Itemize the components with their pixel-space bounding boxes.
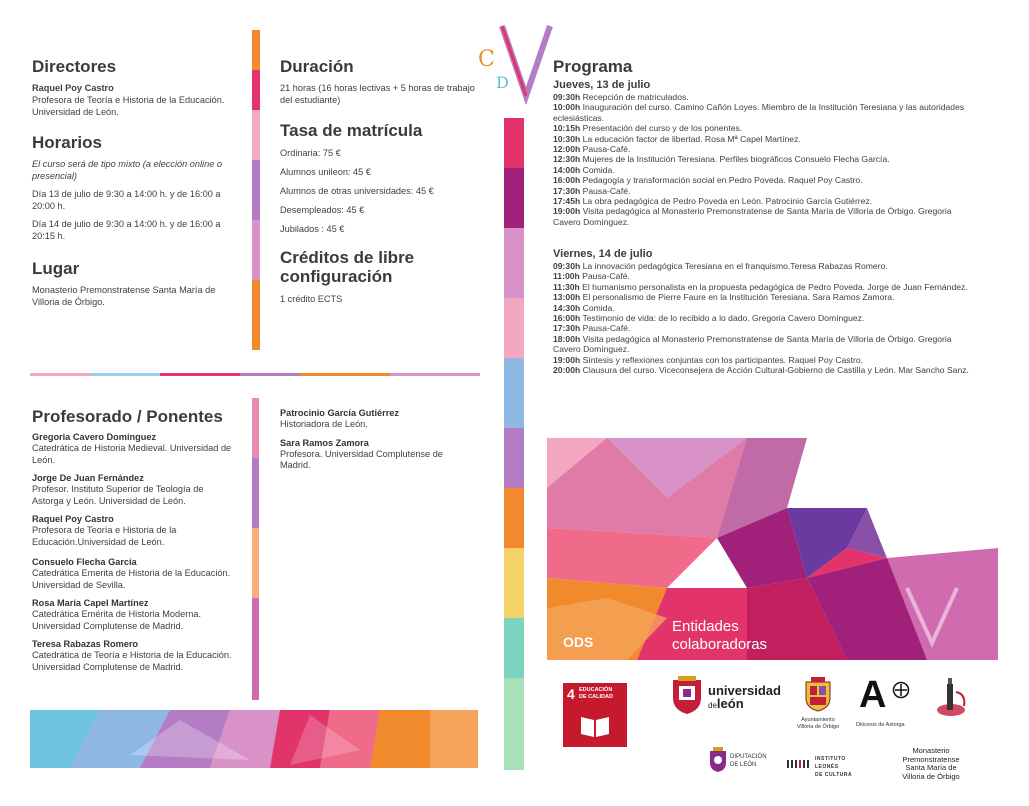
cdv-logo — [474, 22, 554, 104]
ponente-role: Profesora. Universidad Complutense de Madrid. — [280, 448, 443, 470]
day-title: Jueves, 13 de julio — [553, 79, 651, 91]
list-item: 10:00h Inauguración del curso. Camino Cañón Loyes. Miembro de la Institución Teresiana y las autoridades eclesiásticas. — [553, 102, 965, 123]
creditos-heading: Créditos de libre configuración — [280, 248, 415, 286]
ilc-line1: INSTITUTO — [815, 756, 846, 762]
directores-heading: Directores — [32, 57, 117, 76]
ponente-name: Patrocinio García Gutiérrez — [280, 408, 399, 418]
ponente-name: Jorge De Juan Fernández — [32, 473, 144, 483]
tasa-item: Ordinaria: 75 € — [280, 148, 341, 158]
list-item: 10:15h Presentación del curso y de los ponentes. — [553, 123, 743, 134]
tasa-item: Alumnos de otras universidades: 45 € — [280, 186, 434, 196]
list-item: 14:00h Comida. — [553, 164, 615, 175]
list-item — [32, 638, 232, 673]
list-item: 19:00h Visita pedagógica al Monasterio Premonstratense de Santa María de Villoria de Órbigo. Gregoria Cavero Domínguez. — [553, 206, 952, 227]
list-item: 12:00h Pausa-Café. — [553, 144, 631, 155]
list-item: 17:45h La obra pedagógica de Pedro Poveda en León. Patrocinio García Gutiérrez. — [553, 196, 873, 207]
horizontal-color-strip — [30, 368, 480, 376]
list-item: 20:00h Clausura del curso. Viceconsejera de Acción Cultural-Gobierno de Castilla y León. Mar Sancho Sanz. — [553, 365, 969, 376]
ponente-name: Rosa María Capel Martínez — [32, 598, 149, 608]
creditos-text: 1 crédito ECTS — [280, 294, 343, 304]
ponente-role: Profesor. Instituto Superior de Teología de Astorga y León. Universidad de León. — [32, 484, 204, 506]
entidades-banner — [547, 438, 998, 660]
programa-day2 — [553, 248, 973, 375]
duracion-heading: Duración — [280, 57, 354, 76]
horarios-note: El curso será de tipo mixto (a elección online o presencial) — [32, 159, 222, 181]
diputacion-shield-icon — [708, 747, 728, 773]
ods-label: ODS — [563, 634, 594, 650]
list-item — [32, 513, 232, 548]
ponente-role: Catedrática de Historia Medieval. Universidad de León. — [32, 443, 232, 465]
lugar-text: Monasterio Premonstratense Santa María de Villoria de Órbigo. — [32, 285, 216, 307]
profesorado-col2 — [280, 407, 470, 472]
duracion-section — [280, 57, 475, 106]
day-title: Viernes, 14 de julio — [553, 248, 653, 260]
ponente-name: Consuelo Flecha García — [32, 557, 137, 567]
ilc-line2: LEONÉS — [815, 764, 839, 770]
ilc-line3: DE CULTURA — [815, 772, 853, 778]
vertical-color-strip-left-lower — [252, 398, 259, 700]
unileon-shield-icon — [670, 676, 704, 716]
unileon-logo — [670, 676, 782, 716]
list-item: 11:30h El humanismo personalista en la propuesta pedagógica de Pedro Poveda. Jorge de Juan Fernández. — [553, 281, 968, 292]
list-item: 10:30h La educación factor de libertad. Rosa Mª Capel Martínez. — [553, 133, 801, 144]
duracion-text: 21 horas (16 horas lectivas + 5 horas de trabajo del estudiante) — [280, 83, 475, 105]
monasterio-line4: Villoria de Órbigo — [902, 771, 960, 781]
ods-text-line2: DE CALIDAD — [579, 694, 613, 700]
director-role: Profesora de Teoría e Historia de la Educación. Universidad de León. — [32, 95, 225, 117]
list-item: 16:00h Pedagogía y transformación social en Pedro Poveda. Raquel Poy Castro. — [553, 175, 863, 186]
list-item: 11:00h Pausa-Café. — [553, 271, 630, 282]
horarios-heading: Horarios — [32, 133, 102, 152]
ponente-name: Teresa Rabazas Romero — [32, 639, 139, 649]
ilc-mark-icon — [787, 760, 811, 768]
list-item: 14:30h Comida. — [553, 302, 615, 313]
book-icon — [579, 713, 611, 739]
vertical-color-strip-left — [252, 30, 260, 350]
list-item: 18:00h Visita pedagógica al Monasterio Premonstratense de Santa María de Villoria de Órbigo. Gregoria Cavero Domínguez. — [553, 333, 952, 355]
list-item: 17:30h Pausa-Café. — [553, 323, 631, 334]
lugar-section — [32, 259, 242, 308]
entidades-line1: Entidades — [672, 618, 739, 635]
diocesis-logo — [856, 675, 920, 731]
creditos-section — [280, 248, 450, 305]
list-item — [32, 556, 232, 591]
monasterio-line2: Premonstratense — [902, 754, 960, 764]
tasa-heading: Tasa de matrícula — [280, 121, 423, 140]
tasa-item: Alumnos unileon: 45 € — [280, 167, 371, 177]
diocesis-text: Diócesis de Astorga — [856, 722, 905, 728]
list-item — [32, 431, 232, 466]
monastery-icon — [936, 676, 970, 722]
cross-circle-icon — [892, 681, 910, 699]
horarios-day2: Día 14 de julio de 9:30 a 14:00 h. y de 16:00 a 20:15 h. — [32, 219, 221, 241]
entidades-line2: colaboradoras — [672, 636, 768, 653]
ayuntamiento-logo — [793, 676, 843, 732]
horarios-section — [32, 133, 232, 242]
monasterio-line3: Santa María de — [905, 763, 957, 772]
diputacion-line1: DIPUTACIÓN — [730, 754, 767, 760]
horarios-day1: Día 13 de julio de 9:30 a 14:00 h. y de 16:00 a 20:00 h. — [32, 189, 221, 211]
monasterio-emblem — [936, 676, 970, 722]
profesorado-heading: Profesorado / Ponentes — [32, 407, 223, 426]
ponente-name: Sara Ramos Zamora — [280, 437, 369, 448]
diputacion-line2: DE LEÓN — [730, 761, 757, 768]
director-name: Raquel Poy Castro — [32, 83, 114, 93]
tasa-section — [280, 121, 475, 235]
ponente-name: Raquel Poy Castro — [32, 514, 114, 524]
unileon-de: de — [708, 701, 717, 710]
tasa-item: Jubilados : 45 € — [280, 224, 345, 234]
ods4-logo — [563, 683, 627, 747]
ods-text-line1: EDUCACIÓN — [579, 687, 613, 693]
list-item — [32, 472, 232, 507]
ods-number: 4 — [567, 686, 575, 702]
unileon-line2: león — [716, 696, 744, 711]
list-item: 13:00h El personalismo de Pierre Faure en la Institución Teresiana. Sara Ramos Zamora. — [553, 292, 895, 303]
ayto-line1: Ayuntamiento — [801, 717, 835, 723]
list-item — [280, 437, 470, 472]
vertical-color-strip-center — [504, 118, 524, 770]
list-item — [32, 597, 232, 632]
list-item — [280, 407, 470, 431]
diputacion-logo — [708, 747, 778, 777]
list-item: 09:30h La innovación pedagógica Teresiana en el franquismo.Teresa Rabazas Romero. — [553, 261, 888, 271]
list-item: 09:30h Recepción de matriculados. — [553, 92, 689, 102]
programa-day1 — [553, 79, 973, 227]
directores-section — [32, 57, 242, 118]
ponente-name: Gregoria Cavero Domínguez — [32, 432, 157, 442]
profesorado-col1 — [32, 431, 232, 673]
coat-of-arms-icon — [803, 676, 833, 712]
list-item: 12:30h Mujeres de la Institución Teresiana. Perfiles biográficos Consuelo Flecha García. — [553, 154, 890, 165]
monasterio-line1: Monasterio — [912, 746, 950, 755]
ponente-role: Historiadora de León. — [280, 419, 368, 429]
ayto-line2: Villoria de Órbigo — [796, 723, 840, 730]
lugar-heading: Lugar — [32, 259, 80, 278]
ponente-role: Catedrática Emérita de Historia Moderna. Universidad Complutense de Madrid. — [32, 609, 202, 631]
svg-text:D: D — [496, 73, 509, 92]
entidades-label — [672, 618, 767, 654]
ponente-role: Catedrática Emerita de Historia de la Educación. Universidad de Sevilla. — [32, 568, 231, 590]
ponente-role: Catedrática de Teoría e Historia de la Educación. Universidad Complutense de Madrid. — [32, 650, 232, 672]
unileon-line1: universidad — [708, 683, 781, 698]
programa-heading: Programa — [553, 57, 633, 76]
list-item: 17:30h Pausa-Café. — [553, 185, 631, 196]
ponente-role: Profesora de Teoría e Historia de la Educación.Universidad de León. — [32, 525, 177, 547]
monasterio-logo-text — [888, 747, 974, 781]
tasa-item: Desempleados: 45 € — [280, 205, 365, 215]
ilc-logo — [787, 755, 862, 783]
list-item: 19:00h Síntesis y reflexiones conjuntas con los participantes. Raquel Poy Castro. — [553, 354, 864, 365]
svg-text:C: C — [478, 47, 495, 72]
list-item: 16:00h Testimonio de vida: de lo recibido a lo dado. Gregoria Cavero Domínguez. — [553, 313, 865, 324]
diocesis-letter: A — [859, 674, 887, 716]
decorative-polygon-band — [30, 710, 478, 768]
